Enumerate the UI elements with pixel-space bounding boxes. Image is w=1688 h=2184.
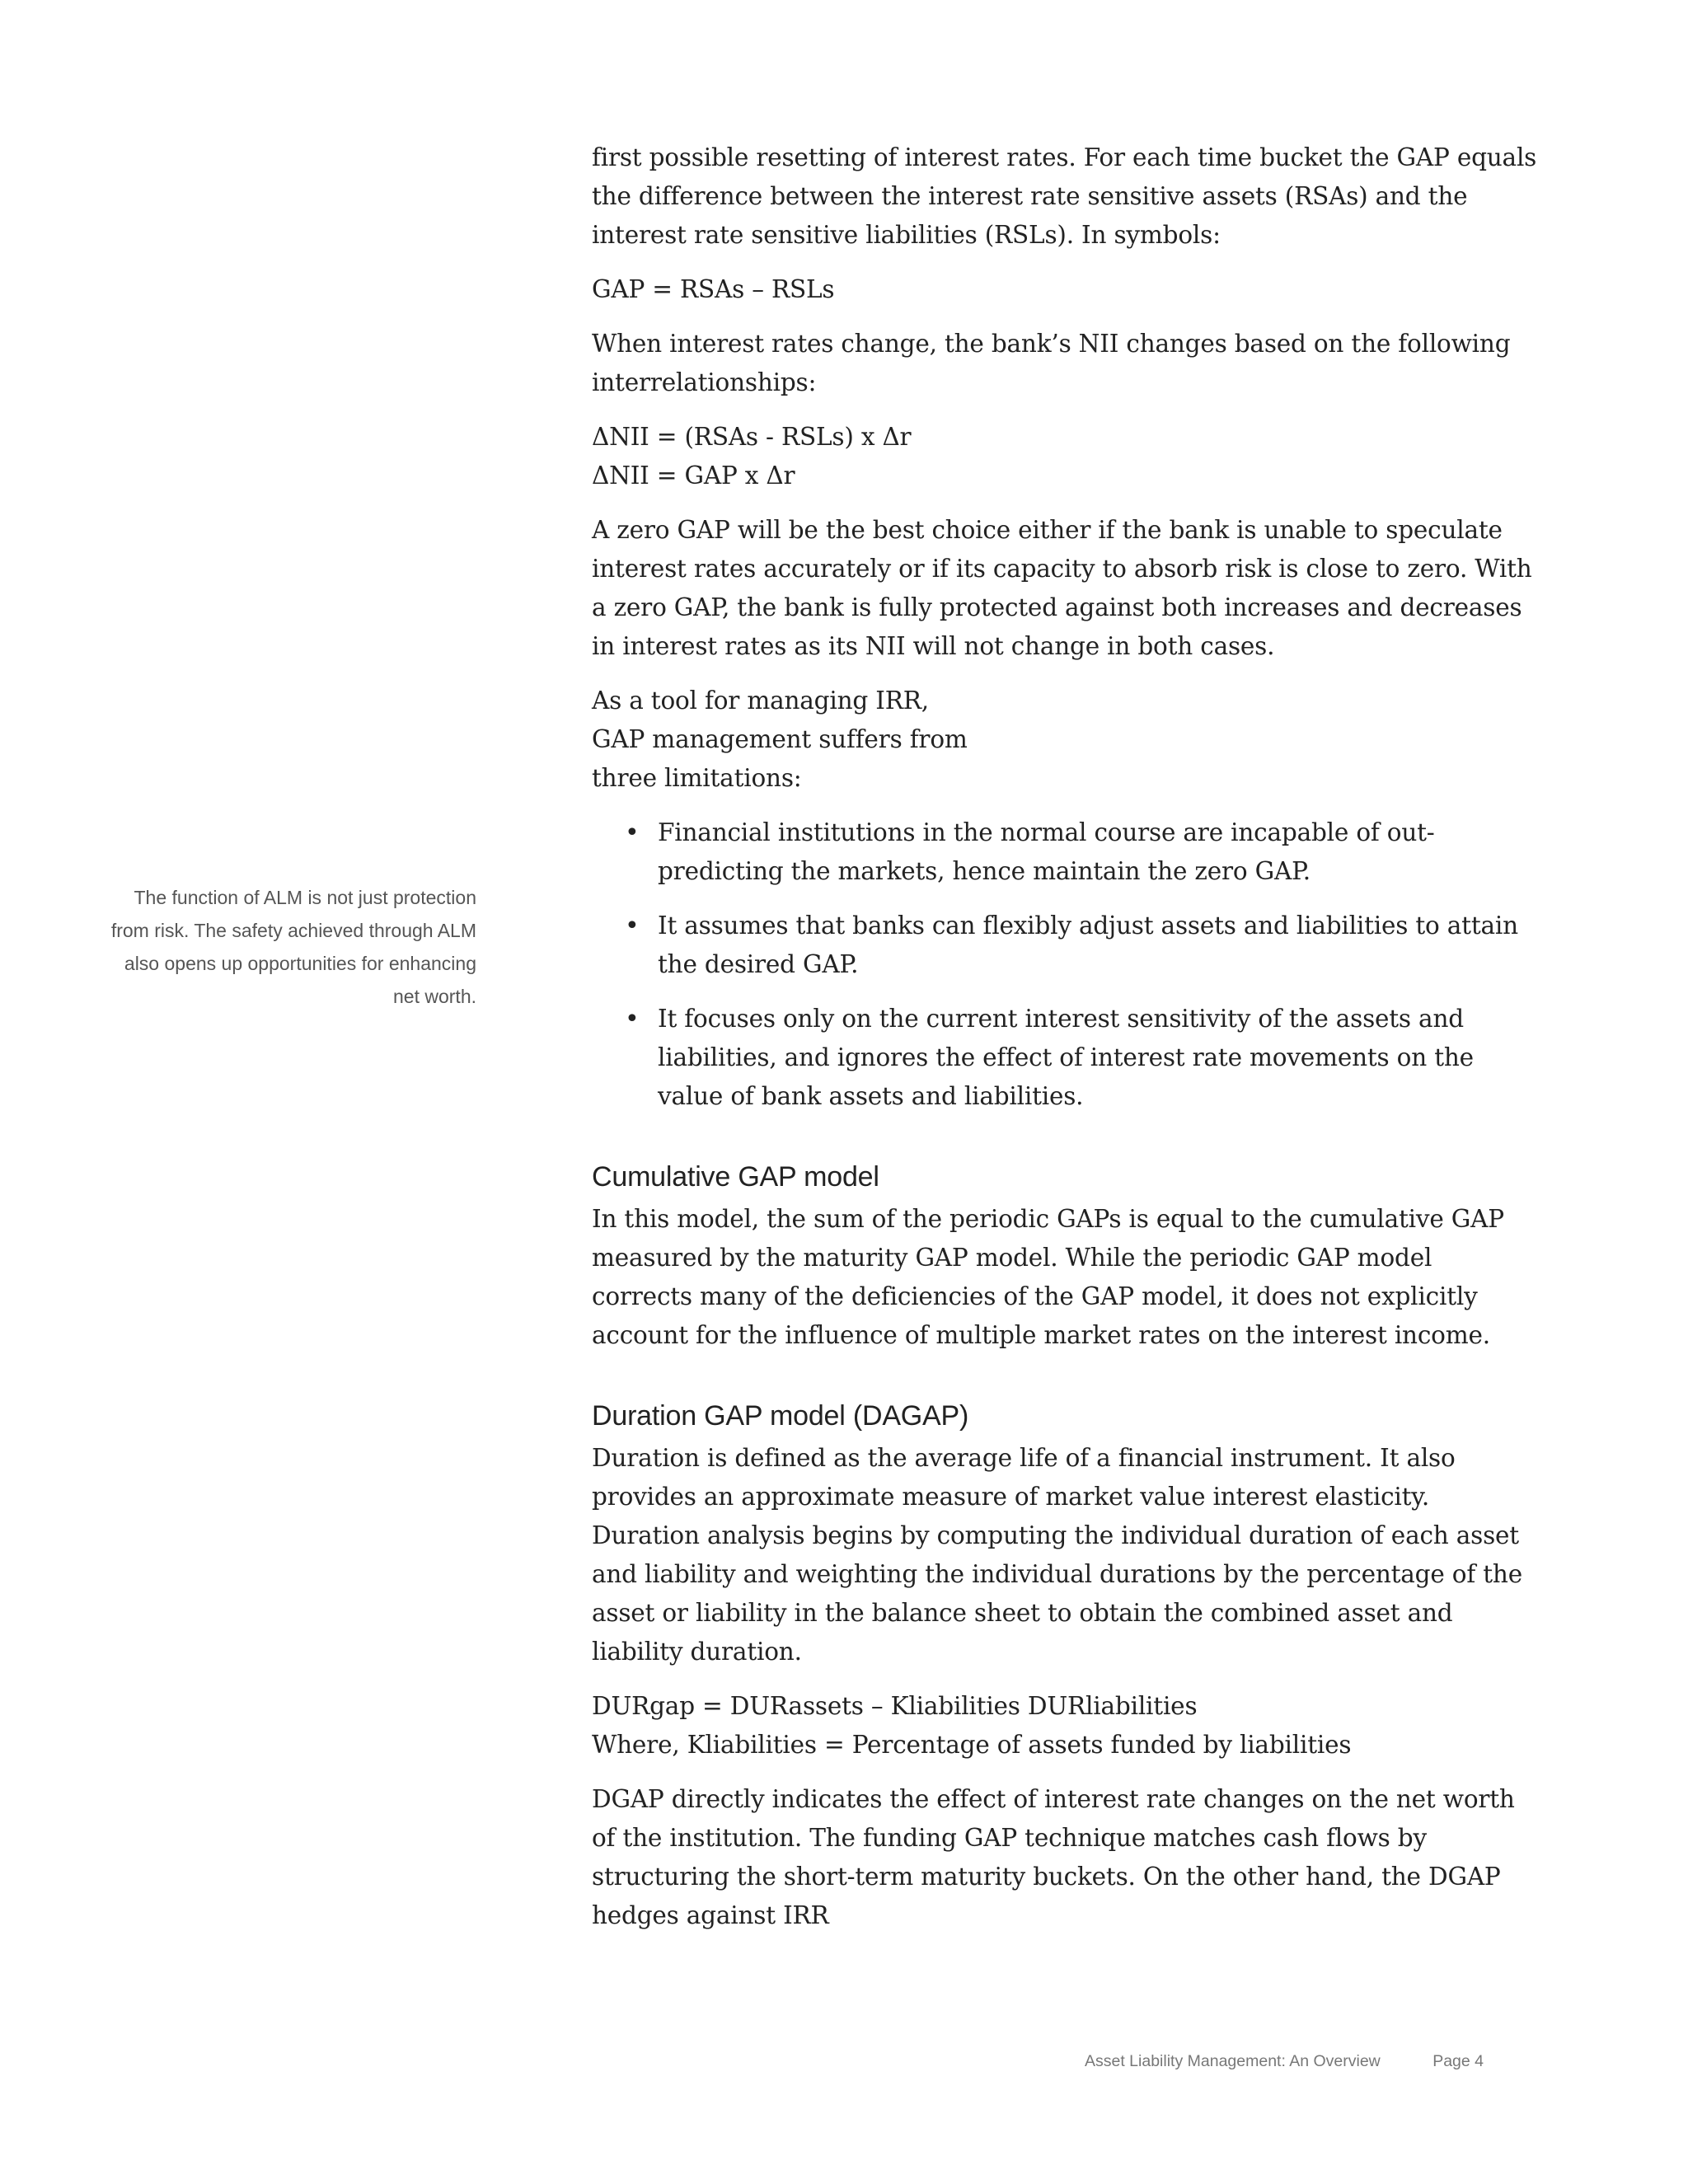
heading-duration-gap-model: Duration GAP model (DAGAP) <box>592 1400 969 1432</box>
formula-durgap-line-2: Where, Kliabilities = Percentage of assets funded by liabilities <box>592 1731 1352 1759</box>
list-item <box>625 907 1540 984</box>
limitations-list <box>592 813 1540 1116</box>
pull-quote-line: The function of ALM is not just protection <box>134 887 476 908</box>
paragraph-nii-change: When interest rates change, the bank’s NII changes based on the following interrelationships: <box>592 330 1511 396</box>
formula-gap: GAP = RSAs – RSLs <box>592 275 835 303</box>
bullet-icon: • <box>625 912 640 940</box>
footer-page-number: Page 4 <box>1432 2052 1484 2070</box>
footer-document-title: Asset Liability Management: An Overview <box>1085 2052 1381 2070</box>
pull-quote-line: net worth. <box>393 986 476 1007</box>
paragraph-cumulative-gap: In this model, the sum of the periodic GAPs is equal to the cumulative GAP measured by the maturity GAP model. While the periodic GAP model corrects many of the deficiencies of the GAP model, it does not explicitly account for the influence of multiple market rates on the interest income. <box>592 1205 1504 1349</box>
formula-durgap-line-1: DURgap = DURassets – Kliabilities DURliabilities <box>592 1692 1198 1720</box>
pull-quote-line: from risk. The safety achieved through ALM <box>110 920 476 941</box>
paragraph-gap-definition: first possible resetting of interest rates. For each time bucket the GAP equals the difference between the interest rate sensitive assets (RSAs) and the interest rate sensitive liabilities (RSLs). In symbols: <box>592 143 1537 249</box>
paragraph-dgap: DGAP directly indicates the effect of interest rate changes on the net worth of the institution. The funding GAP technique matches cash flows by structuring the short-term maturity buckets. On the other hand, the DGAP hedges against IRR <box>592 1785 1515 1929</box>
limitations-intro-line-3: three limitations: <box>592 764 802 792</box>
formula-delta-nii <box>592 418 1540 495</box>
formula-delta-nii-line-2: ΔNII = GAP x Δr <box>592 462 795 490</box>
formula-durgap <box>592 1687 1540 1765</box>
paragraph-duration-definition: Duration is defined as the average life of a financial instrument. It also provides an approximate measure of market value interest elasticity. Duration analysis begins by computing the individual duration of each asset and liability and weighting the individual durations by the percentage of the asset or liability in the balance sheet to obtain the combined asset and liability duration. <box>592 1444 1522 1666</box>
list-item <box>625 813 1540 891</box>
bullet-icon: • <box>625 1005 640 1033</box>
pull-quote-line: also opens up opportunities for enhancing <box>124 953 476 974</box>
main-text-column <box>592 138 1540 1951</box>
paragraph-zero-gap: A zero GAP will be the best choice either if the bank is unable to speculate interest rates accurately or if its capacity to absorb risk is close to zero. With a zero GAP, the bank is fully protected against both increases and decreases in interest rates as its NII will not change in both cases. <box>592 516 1532 660</box>
page-footer <box>907 2052 1484 2071</box>
list-item-text: It assumes that banks can flexibly adjust assets and liabilities to attain the desired GAP. <box>658 912 1518 978</box>
formula-delta-nii-line-1: ΔNII = (RSAs - RSLs) x Δr <box>592 423 912 451</box>
list-item <box>625 1000 1540 1116</box>
bullet-icon: • <box>625 818 640 847</box>
paragraph-limitations-intro <box>592 682 1540 798</box>
limitations-intro-line-1: As a tool for managing IRR, <box>592 687 929 715</box>
heading-cumulative-gap-model: Cumulative GAP model <box>592 1161 879 1193</box>
sidebar-pull-quote <box>82 881 476 1013</box>
list-item-text: It focuses only on the current interest sensitivity of the assets and liabilities, and ignores the effect of interest rate movements on the value of bank assets and liabilities. <box>658 1005 1474 1110</box>
limitations-intro-line-2: GAP management suffers from <box>592 725 968 753</box>
list-item-text: Financial institutions in the normal course are incapable of out-predicting the markets, hence maintain the zero GAP. <box>658 818 1435 885</box>
